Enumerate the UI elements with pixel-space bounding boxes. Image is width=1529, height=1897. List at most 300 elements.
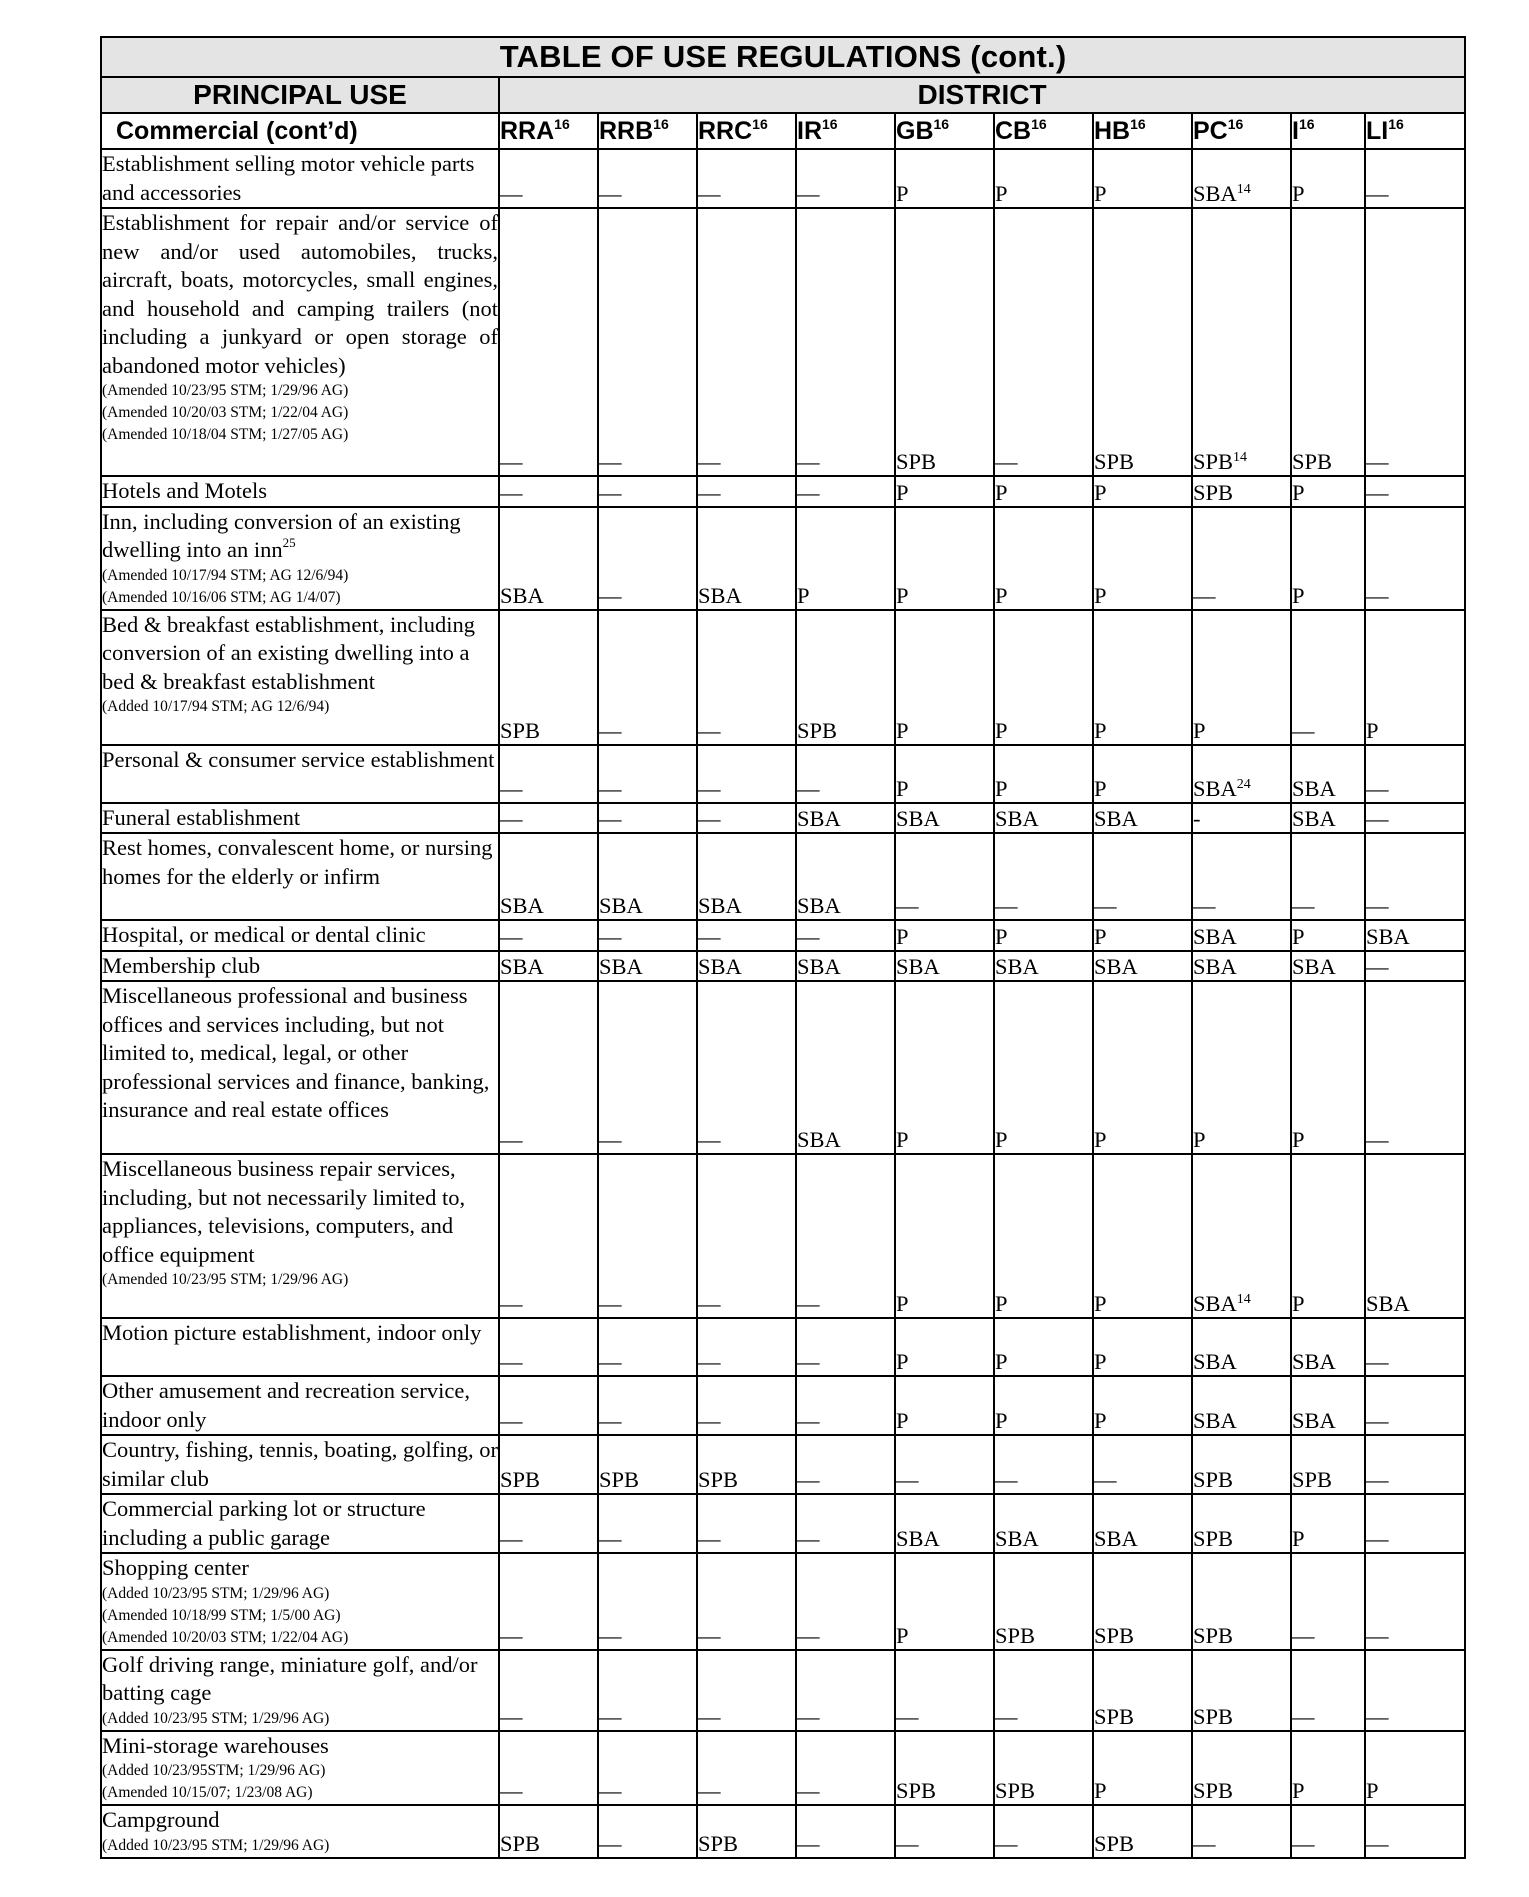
district-value-cb (994, 1494, 1093, 1553)
district-value-rrb (598, 476, 697, 507)
table-row (101, 1154, 1465, 1318)
district-value-rrc (697, 149, 796, 208)
permit-code: SPB (698, 1830, 739, 1856)
permit-code: — (995, 449, 1018, 474)
footnote-ref: 14 (1233, 450, 1248, 465)
district-value-hb (1093, 1494, 1192, 1553)
district-value-gb (895, 981, 994, 1154)
amendment-note: (Added 10/23/95STM; 1/29/96 AG) (102, 1762, 326, 1779)
district-column-hb (1093, 113, 1192, 149)
district-value-ir (796, 507, 895, 610)
use-text: Country, fishing, tennis, boating, golfing, or similar club (102, 1437, 499, 1491)
permit-code: SBA (1292, 806, 1336, 831)
district-column-gb (895, 113, 994, 149)
use-text: Motion picture establishment, indoor only (102, 1320, 482, 1345)
permit-code: SBA (1292, 1349, 1336, 1374)
table-row (101, 1435, 1465, 1494)
principal-use-cell (101, 803, 499, 834)
permit-code: P (995, 1127, 1008, 1152)
permit-code: — (797, 449, 820, 474)
permit-code: P (896, 1291, 909, 1316)
use-text: Shopping center (102, 1555, 249, 1580)
district-value-rrc (697, 1376, 796, 1435)
footnote-ref: 25 (282, 535, 296, 550)
permit-code: — (698, 449, 721, 474)
district-value-rrb (598, 803, 697, 834)
permit-code: — (797, 1291, 820, 1316)
permit-code: — (797, 1778, 820, 1803)
district-value-rrc (697, 476, 796, 507)
table-row (101, 951, 1465, 982)
permit-code: P (1094, 717, 1107, 743)
amendment-note: (Amended 10/18/04 STM; 1/27/05 AG) (102, 426, 349, 443)
permit-code: — (797, 923, 820, 949)
permit-code: P (896, 775, 909, 801)
footnote-ref: 16 (1031, 115, 1047, 132)
district-value-hb (1093, 951, 1192, 982)
document-page (100, 36, 1464, 1859)
district-value-cb (994, 1805, 1093, 1858)
use-text: Miscellaneous professional and business offices and services including, but not limited to, medical, legal, or other professional services and finance, banking, insurance and real estate offices (102, 983, 490, 1122)
permit-code: — (599, 479, 622, 505)
district-value-hb (1093, 1318, 1192, 1376)
district-value-li (1365, 610, 1465, 745)
permit-code: — (1094, 893, 1117, 918)
district-header: DISTRICT (499, 77, 1465, 113)
district-value-cb (994, 1650, 1093, 1731)
district-value-hb (1093, 833, 1192, 920)
permit-code: — (500, 1622, 523, 1648)
permit-code: — (1292, 1830, 1315, 1856)
principal-use-cell (101, 208, 499, 476)
district-value-pc (1192, 920, 1291, 951)
district-value-pc (1192, 149, 1291, 208)
district-value-gb (895, 920, 994, 951)
footnote-ref: 16 (822, 115, 838, 132)
permit-code: SBA (1094, 806, 1138, 831)
table-row (101, 1494, 1465, 1553)
permit-code: P (896, 1622, 909, 1648)
district-value-rra (499, 1154, 598, 1318)
district-column-li (1365, 113, 1465, 149)
district-value-rra (499, 951, 598, 982)
principal-use-cell (101, 1376, 499, 1435)
permit-code: P (995, 1291, 1008, 1316)
district-value-hb (1093, 1376, 1192, 1435)
district-value-gb (895, 507, 994, 610)
district-value-i (1291, 981, 1365, 1154)
district-value-cb (994, 208, 1093, 476)
amendment-note: (Amended 10/17/94 STM; AG 12/6/94) (102, 566, 349, 584)
principal-use-cell (101, 1318, 499, 1376)
category-header: Commercial (cont’d) (101, 113, 499, 149)
district-value-rra (499, 1805, 598, 1858)
permit-code: — (599, 806, 622, 831)
district-value-li (1365, 1650, 1465, 1731)
district-value-li (1365, 745, 1465, 803)
permit-code: P (1094, 479, 1107, 505)
district-column-rrb (598, 113, 697, 149)
permit-code: — (500, 1703, 523, 1729)
use-description (102, 150, 498, 207)
district-value-ir (796, 745, 895, 803)
district-value-hb (1093, 803, 1192, 834)
permit-code: SPB (698, 1467, 739, 1492)
permit-code: P (995, 1408, 1008, 1433)
district-value-i (1291, 803, 1365, 834)
permit-code: — (599, 449, 622, 474)
district-column-ir (796, 113, 895, 149)
amendment-note: (Amended 10/16/06 STM; AG 1/4/07) (102, 588, 341, 606)
permit-code: — (698, 1703, 721, 1729)
permit-code: — (698, 923, 721, 949)
district-value-gb (895, 1731, 994, 1806)
permit-code: SBA (1292, 954, 1336, 979)
district-code: IR (797, 116, 822, 145)
footnote-ref: 16 (1388, 115, 1404, 132)
use-text: Hotels and Motels (102, 478, 267, 503)
permit-code: P (1094, 1349, 1107, 1374)
district-value-ir (796, 803, 895, 834)
district-value-rra (499, 803, 598, 834)
table-row (101, 1553, 1465, 1650)
district-column-cb (994, 113, 1093, 149)
use-text: Establishment for repair and/or service of new and/or used automobiles, trucks, aircraft, boats, motorcycles, small engines, and household and camping trailers (not including a junkyard or open storage of abandoned motor vehicles) (102, 210, 498, 378)
district-value-cb (994, 951, 1093, 982)
permit-code: — (995, 1830, 1018, 1856)
permit-code: — (1366, 1703, 1389, 1729)
district-value-i (1291, 1650, 1365, 1731)
district-value-i (1291, 1318, 1365, 1376)
permit-code: — (500, 1349, 523, 1374)
use-text: Mini-storage warehouses (102, 1732, 329, 1758)
permit-code: - (1193, 806, 1201, 831)
footnote-ref: 16 (752, 115, 768, 132)
district-value-hb (1093, 1650, 1192, 1731)
district-value-pc (1192, 1650, 1291, 1731)
district-value-i (1291, 833, 1365, 920)
permit-code: — (500, 775, 523, 801)
district-value-ir (796, 951, 895, 982)
district-value-ir (796, 1376, 895, 1435)
district-code: HB (1094, 116, 1131, 145)
principal-use-cell (101, 833, 499, 920)
district-value-gb (895, 149, 994, 208)
principal-use-cell (101, 610, 499, 745)
district-value-cb (994, 149, 1093, 208)
permit-code: SBA (1366, 1291, 1410, 1316)
permit-code: SBA (797, 1127, 841, 1152)
permit-code: P (1366, 717, 1379, 743)
amendment-note: (Amended 10/20/03 STM; 1/22/04 AG) (102, 1628, 349, 1646)
permit-code: SBA (1193, 181, 1237, 206)
permit-code: SPB (1193, 1526, 1234, 1551)
permit-code: P (896, 1127, 909, 1152)
district-value-rra (499, 1494, 598, 1553)
use-text: Commercial parking lot or structure including a public garage (102, 1496, 426, 1550)
permit-code: P (1292, 1291, 1305, 1316)
district-value-rrc (697, 1731, 796, 1806)
permit-code: P (1094, 1291, 1107, 1316)
principal-use-cell (101, 1154, 499, 1318)
permit-code: — (797, 1830, 820, 1856)
use-description (102, 1436, 498, 1493)
district-value-gb (895, 833, 994, 920)
district-value-pc (1192, 1494, 1291, 1553)
district-value-rrb (598, 507, 697, 610)
district-value-rrc (697, 981, 796, 1154)
use-text: Hospital, or medical or dental clinic (102, 922, 426, 947)
permit-code: SBA (698, 954, 742, 979)
principal-use-header: PRINCIPAL USE (101, 77, 499, 113)
use-text: Establishment selling motor vehicle parts and accessories (102, 151, 475, 205)
district-value-li (1365, 1494, 1465, 1553)
district-value-rrb (598, 920, 697, 951)
permit-code: — (599, 1291, 622, 1316)
principal-use-cell (101, 1494, 499, 1553)
district-value-ir (796, 476, 895, 507)
permit-code: P (896, 479, 909, 505)
use-description (102, 1554, 498, 1583)
district-value-cb (994, 920, 1093, 951)
footnote-ref: 14 (1236, 182, 1251, 197)
district-value-rrb (598, 951, 697, 982)
district-value-rra (499, 920, 598, 951)
district-value-ir (796, 833, 895, 920)
use-description (102, 952, 498, 981)
footnote-ref: 16 (933, 115, 950, 132)
district-column-rra (499, 113, 598, 149)
permit-code: SPB (1292, 449, 1333, 474)
district-value-i (1291, 476, 1365, 507)
permit-code: — (698, 1408, 721, 1433)
district-value-hb (1093, 1435, 1192, 1494)
district-value-i (1291, 951, 1365, 982)
district-value-i (1291, 610, 1365, 745)
district-value-rrb (598, 745, 697, 803)
principal-use-cell (101, 507, 499, 610)
permit-code: P (1094, 775, 1107, 801)
district-value-rrc (697, 208, 796, 476)
district-value-gb (895, 1553, 994, 1650)
district-value-li (1365, 981, 1465, 1154)
amendment-note: (Added 10/23/95 STM; 1/29/96 AG) (102, 1584, 330, 1602)
permit-code: SBA (797, 806, 841, 831)
permit-code: SBA (1193, 923, 1237, 949)
district-value-cb (994, 1154, 1093, 1318)
use-description (102, 508, 498, 565)
permit-code: — (599, 1622, 622, 1648)
district-value-ir (796, 208, 895, 476)
permit-code: SBA (1193, 954, 1237, 979)
permit-code: — (500, 923, 523, 949)
use-text: Miscellaneous business repair services, including, but not necessarily limited to, appliances, televisions, computers, and office equipment (102, 1156, 466, 1267)
district-value-rrc (697, 1553, 796, 1650)
district-value-rrc (697, 745, 796, 803)
permit-code: — (1366, 479, 1389, 505)
permit-code: — (797, 1408, 820, 1433)
district-value-cb (994, 1731, 1093, 1806)
use-text: Bed & breakfast establishment, including conversion of an existing dwelling into a bed & breakfast establishment (102, 611, 476, 694)
permit-code: SBA (500, 954, 544, 979)
district-value-ir (796, 1435, 895, 1494)
table-row (101, 1318, 1465, 1376)
permit-code: SPB (599, 1467, 640, 1492)
district-value-pc (1192, 507, 1291, 610)
permit-code: P (1292, 1778, 1305, 1803)
principal-use-cell (101, 1805, 499, 1858)
permit-code: SPB (896, 1778, 937, 1803)
permit-code: P (995, 1349, 1008, 1374)
use-description (102, 982, 498, 1125)
permit-code: SBA (1292, 775, 1336, 801)
permit-code: — (1292, 1622, 1315, 1648)
district-value-rrb (598, 1731, 697, 1806)
amendment-note: (Amended 10/15/07; 1/23/08 AG) (102, 1784, 313, 1801)
permit-code: — (896, 893, 919, 918)
district-value-rrb (598, 149, 697, 208)
permit-code: P (995, 717, 1008, 743)
permit-code: — (797, 1526, 820, 1551)
permit-code: P (995, 479, 1008, 505)
permit-code: SBA (599, 893, 643, 918)
permit-code: P (1292, 582, 1305, 608)
permit-code: P (1193, 717, 1206, 743)
district-value-ir (796, 1650, 895, 1731)
permit-code: SBA (896, 954, 940, 979)
district-value-ir (796, 981, 895, 1154)
permit-code: P (1292, 923, 1305, 949)
use-regulations-table (100, 36, 1466, 1859)
permit-code: — (599, 1349, 622, 1374)
permit-code: — (599, 181, 622, 206)
permit-code: — (698, 1622, 721, 1648)
table-row (101, 745, 1465, 803)
use-text: Funeral establishment (102, 804, 301, 830)
principal-use-cell (101, 745, 499, 803)
permit-code: P (1292, 1526, 1305, 1551)
district-value-gb (895, 951, 994, 982)
district-value-li (1365, 803, 1465, 834)
district-value-rrb (598, 981, 697, 1154)
permit-code: SBA (1193, 775, 1237, 801)
district-value-gb (895, 1435, 994, 1494)
use-description (102, 477, 498, 506)
permit-code: — (1366, 806, 1389, 831)
permit-code: SPB (1193, 1778, 1234, 1803)
permit-code: SBA (500, 893, 544, 918)
district-value-hb (1093, 981, 1192, 1154)
permit-code: SPB (1094, 1830, 1135, 1856)
permit-code: — (698, 775, 721, 801)
permit-code: SPB (1094, 1703, 1135, 1729)
district-value-ir (796, 610, 895, 745)
principal-use-cell (101, 1731, 499, 1806)
permit-code: SBA (896, 806, 940, 831)
district-value-i (1291, 1553, 1365, 1650)
permit-code: SPB (995, 1622, 1036, 1648)
principal-use-cell (101, 476, 499, 507)
district-value-rrc (697, 610, 796, 745)
permit-code: SPB (995, 1778, 1036, 1803)
district-value-pc (1192, 1805, 1291, 1858)
district-value-hb (1093, 507, 1192, 610)
district-value-rra (499, 507, 598, 610)
district-value-li (1365, 833, 1465, 920)
permit-code: — (1366, 1408, 1389, 1433)
district-value-rrb (598, 833, 697, 920)
permit-code: — (500, 479, 523, 505)
district-value-li (1365, 208, 1465, 476)
use-description (102, 921, 498, 950)
district-value-li (1365, 507, 1465, 610)
permit-code: — (896, 1703, 919, 1729)
district-value-gb (895, 745, 994, 803)
permit-code: — (1193, 582, 1216, 608)
district-column-pc (1192, 113, 1291, 149)
district-value-cb (994, 1376, 1093, 1435)
permit-code: — (1366, 1467, 1389, 1492)
permit-code: — (698, 1291, 721, 1316)
district-value-pc (1192, 981, 1291, 1154)
permit-code: — (1366, 582, 1389, 608)
district-value-pc (1192, 951, 1291, 982)
permit-code: — (500, 1778, 523, 1803)
permit-code: SPB (1292, 1467, 1333, 1492)
district-value-rra (499, 833, 598, 920)
district-value-rrb (598, 1494, 697, 1553)
permit-code: — (1366, 1349, 1389, 1374)
district-value-cb (994, 1318, 1093, 1376)
permit-code: P (1094, 1127, 1107, 1152)
district-value-rrb (598, 610, 697, 745)
permit-code: — (797, 775, 820, 801)
district-column-rrc (697, 113, 796, 149)
permit-code: P (896, 1349, 909, 1374)
district-value-cb (994, 981, 1093, 1154)
permit-code: SBA (896, 1526, 940, 1551)
amendment-note: (Added 10/17/94 STM; AG 12/6/94) (102, 698, 330, 715)
use-text: Rest homes, convalescent home, or nursing homes for the elderly or infirm (102, 835, 493, 889)
use-description (102, 1806, 498, 1835)
district-value-gb (895, 208, 994, 476)
district-value-rrb (598, 1650, 697, 1731)
permit-code: — (599, 717, 622, 743)
district-value-pc (1192, 1435, 1291, 1494)
footnote-ref: 16 (554, 115, 570, 132)
footnote-ref: 16 (1227, 115, 1244, 132)
principal-use-cell (101, 1650, 499, 1731)
permit-code: SPB (1193, 449, 1234, 474)
permit-code: — (1193, 1830, 1216, 1856)
district-code: RRB (599, 116, 654, 145)
district-value-li (1365, 1154, 1465, 1318)
permit-code: SPB (1193, 1703, 1234, 1729)
permit-code: — (698, 717, 721, 743)
permit-code: SBA (995, 806, 1039, 831)
permit-code: SBA (500, 582, 544, 608)
permit-code: — (1366, 181, 1389, 206)
permit-code: P (1193, 1127, 1206, 1152)
district-value-li (1365, 1318, 1465, 1376)
use-description (102, 611, 498, 697)
permit-code: P (1094, 181, 1107, 206)
district-value-rrc (697, 1494, 796, 1553)
footnote-ref: 16 (653, 115, 669, 132)
district-value-rra (499, 981, 598, 1154)
district-value-cb (994, 745, 1093, 803)
permit-code: — (995, 1467, 1018, 1492)
